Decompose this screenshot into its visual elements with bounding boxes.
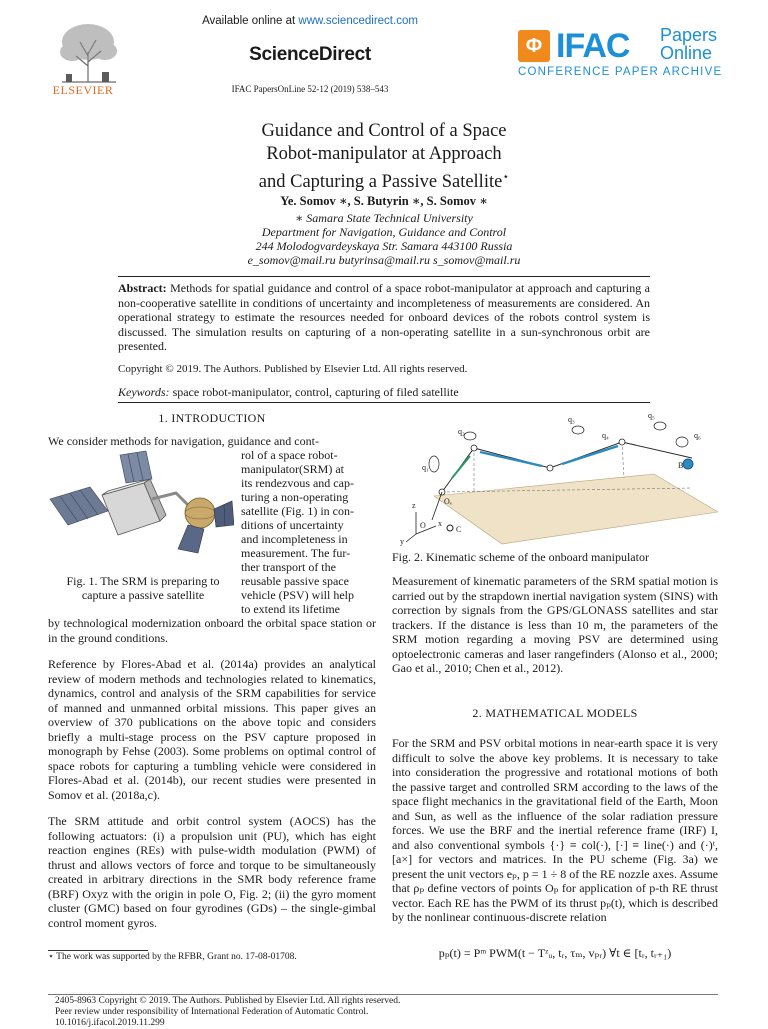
keywords-label: Keywords: [118, 385, 170, 399]
pwm-equation: pₚ(t) = Pᵐ PWM(t − Tᶻᵤ, tᵣ, τₘ, vₚᵣ) ∀t ∈ [tᵣ, tᵣ₊₁) [438, 946, 672, 960]
fig2-label: C [456, 525, 462, 534]
joint-marker [619, 439, 625, 445]
intro-line: reusable passive space [241, 574, 349, 588]
intro-tail: by technological modernization onboard the orbital space station or in the ground conditions. [48, 616, 376, 645]
title-line: Guidance and Control of a Space [261, 121, 507, 141]
fig2-label: q₄ [602, 431, 609, 440]
joint-marker [471, 445, 477, 451]
guide-line [622, 442, 624, 478]
passive-satellite [178, 498, 234, 553]
abstract-bottom-rule [118, 402, 650, 403]
target-plane [434, 474, 718, 544]
intro-line: manipulator(SRM) at [241, 462, 344, 476]
sciencedirect-logo[interactable]: ScienceDirect [249, 44, 371, 65]
affiliation [0, 211, 768, 267]
keywords-text: space robot-manipulator, control, capturing of filed satellite [169, 385, 459, 399]
fig2-label: q₁ [422, 463, 429, 472]
section-heading-mathematical-models: 2. MATHEMATICAL MODELS [472, 706, 638, 720]
doi-link[interactable]: 10.1016/j.ifacol.2019.11.299 [55, 1018, 165, 1028]
fig2-label: y [400, 537, 404, 546]
intro-line: its rendezvous and cap- [241, 476, 354, 490]
intro-line: to extend its lifetime [241, 602, 340, 616]
figure-1-caption: Fig. 1. The SRM is preparing to capture a passive satellite [66, 574, 220, 602]
srm-body [102, 479, 166, 535]
rotation-arrow [464, 432, 476, 440]
abstract-text: Methods for spatial guidance and control of a space robot-manipulator at approach and capturing a non-cooperative satellite in conditions of uncertainty and incompleteness of measurements are considered. An operational strategy to estimate the resources needed for onboard devices of the robots control system is discussed. The simulation results on capturing of a non-operating satellite in a sun-synchronous orbit are presented. [118, 281, 650, 353]
rotation-arrow [676, 437, 688, 447]
affiliation-line: ∗ Samara State Technical University [295, 211, 473, 225]
fig2-label: z [412, 501, 416, 510]
rotation-arrow [429, 456, 439, 472]
intro-first-line: We consider methods for navigation, guidance and cont- [48, 434, 319, 448]
fig2-label: q₆ [694, 431, 701, 440]
intro-line: ditions of uncertainty [241, 518, 344, 532]
intro-wrapped-text [241, 448, 376, 616]
arm-link-green [452, 456, 470, 478]
authors: Ye. Somov ∗, S. Butyrin ∗, S. Somov ∗ [280, 194, 488, 208]
fig2-label: B [678, 461, 684, 470]
funding-footnote: ⋆ The work was supported by the RFBR, Grant no. 17-08-01708. [48, 952, 297, 962]
end-effector [683, 459, 693, 469]
abstract [118, 281, 650, 354]
author-emails[interactable]: e_somov@mail.ru butyrinsa@mail.ru s_somov@mail.ru [247, 253, 521, 267]
section-heading-introduction: 1. INTRODUCTION [158, 411, 266, 425]
paper-title [0, 120, 768, 194]
publication-info [55, 996, 400, 1029]
journal-reference: IFAC PapersOnLine 52-12 (2019) 538–543 [231, 84, 389, 94]
arm-link-highlight [480, 446, 618, 466]
fig2-label: O [420, 521, 426, 530]
fig2-label: x [438, 519, 442, 528]
rotation-arrow [572, 426, 584, 434]
ifac-archive-text: CONFERENCE PAPER ARCHIVE [518, 66, 723, 78]
sciencedirect-link[interactable]: www.sciencedirect.com [298, 15, 418, 27]
solar-panel-top [120, 451, 152, 483]
ifac-wordmark: IFAC [556, 27, 630, 65]
models-paragraph: For the SRM and PSV orbital motions in near-earth space it is very difficult to solve the above key problems. It is necessary to take into consideration the progressive and rotational motions of both the passive target and controlled SRM according to the laws of the space flight mechanics in the gravitational field of the Earth, Moon and Sun, as well as the influence of the solar radiation pressure forces. We use the BRF and the inertial reference frame (IRF) I, and also conventional symbols {·} ≡ col(·), [·] ≡ line(·) and (·)ᵗ, [a×] for vectors and matrices. In the PU scheme (Fig. 3a) we present the unit vectors eₚ, p = 1 ÷ 8 of the RE nozzle axes. Assume that ρₚ define vectors of points Oₚ for application of p-th RE thrust vector. Each RE has the PWM of its thrust pₚ(t), which is described by the nonlinear continuous-discrete relation [392, 736, 718, 924]
intro-line: ther transport of the [241, 560, 336, 574]
intro-line: rol of a space robot- [241, 448, 338, 462]
fig2-label: q₃ [568, 415, 575, 424]
intro-paragraph-3: The SRM attitude and orbit control system (AOCS) has the following actuators: (i) a propulsion unit (PU), which has eight reaction engines (REs) with pulse-width modulation (PWM) of thrust and allows vectors of force and torque to be simultaneously created in arbitrary directions in the SMR body reference frame (BRF) Oxyz with the origin in pole O, Fig. 2; (ii) the gyro moment cluster (GMC) based on four gyrodines (GDs) – the single-gimbal control moment gyros. [48, 814, 376, 930]
ifac-online-text: Online [660, 43, 713, 63]
keywords [118, 385, 459, 400]
issn-copyright: 2405-8963 Copyright © 2019. The Authors. Published by Elsevier Ltd. All rights reserved. [55, 996, 401, 1006]
peer-review-note: Peer review under responsibility of International Federation of Automatic Control. [55, 1007, 369, 1017]
intro-paragraph-2: Reference by Flores-Abad et al. (2014a) provides an analytical review of modern methods and technologies related to kinematics, dynamics, control and analysis of the SRM capabilities for service of manned and unmanned orbital missions. This paper gives an overview of 370 publications on the above topic and considers briefly a multi-stage process on the PSV capture proposed in monograph by Fehse (2003). Some problems on optimal control of space robots for capturing a tumbling vehicle were considered in Flores-Abad et al. (2014b), our recent studies were presented in Somov et al. (2018a,c). [48, 657, 376, 802]
fig2-label: q₂ [458, 427, 465, 436]
title-line: and Capturing a Passive Satellite⋆ [258, 171, 510, 193]
intro-line: satellite (Fig. 1) in con- [241, 504, 354, 518]
fig2-label: q₅ [648, 411, 655, 420]
abstract-copyright: Copyright © 2019. The Authors. Published by Elsevier Ltd. All rights reserved. [118, 363, 468, 375]
available-online-text: Available online at [202, 15, 296, 27]
rotation-arrow [654, 422, 666, 430]
abstract-label: Abstract: [118, 281, 167, 295]
affiliation-line: 244 Molodogvardeyskaya Str. Samara 443100 Russia [255, 239, 513, 253]
figure-1-srm-illustration [48, 449, 234, 571]
intro-line: and incompleteness in [241, 532, 348, 546]
title-footnote-mark: ⋆ [502, 171, 510, 183]
abstract-top-rule [118, 276, 650, 277]
figure-2-kinematic-scheme [392, 408, 718, 548]
measurement-paragraph: Measurement of kinematic parameters of the SRM spatial motion is carried out by the strapdown inertial navigation system (SINS) with correction by signals from the GPS/GLONASS satellites and star trackers. If the distance is less than 10 m, the parameters of the SRM motion regarding a moving PSV are determined using optoelectronic cameras and laser rangefinders (Alonso et al., 2000; Gao et al., 2010; Chen et al., 2012). [392, 574, 718, 675]
title-line: Robot-manipulator at Approach [266, 144, 502, 164]
intro-line: vehicle (PSV) will help [241, 588, 354, 602]
solar-panel-left [50, 487, 108, 525]
joint-marker [547, 465, 553, 471]
fig2-label: Oₑ [444, 497, 452, 506]
intro-line: measurement. The fur- [241, 546, 351, 560]
bottom-rule [48, 994, 718, 995]
affiliation-line: Department for Navigation, Guidance and Control [261, 225, 507, 239]
ifac-emblem-icon: Φ [518, 30, 550, 62]
ifac-papers-text: Papers [660, 25, 718, 45]
figure-2-caption: Fig. 2. Kinematic scheme of the onboard manipulator [392, 550, 649, 564]
base-point [447, 525, 453, 531]
elsevier-wordmark: ELSEVIER [52, 83, 114, 97]
intro-line: turing a non-operating [241, 490, 349, 504]
